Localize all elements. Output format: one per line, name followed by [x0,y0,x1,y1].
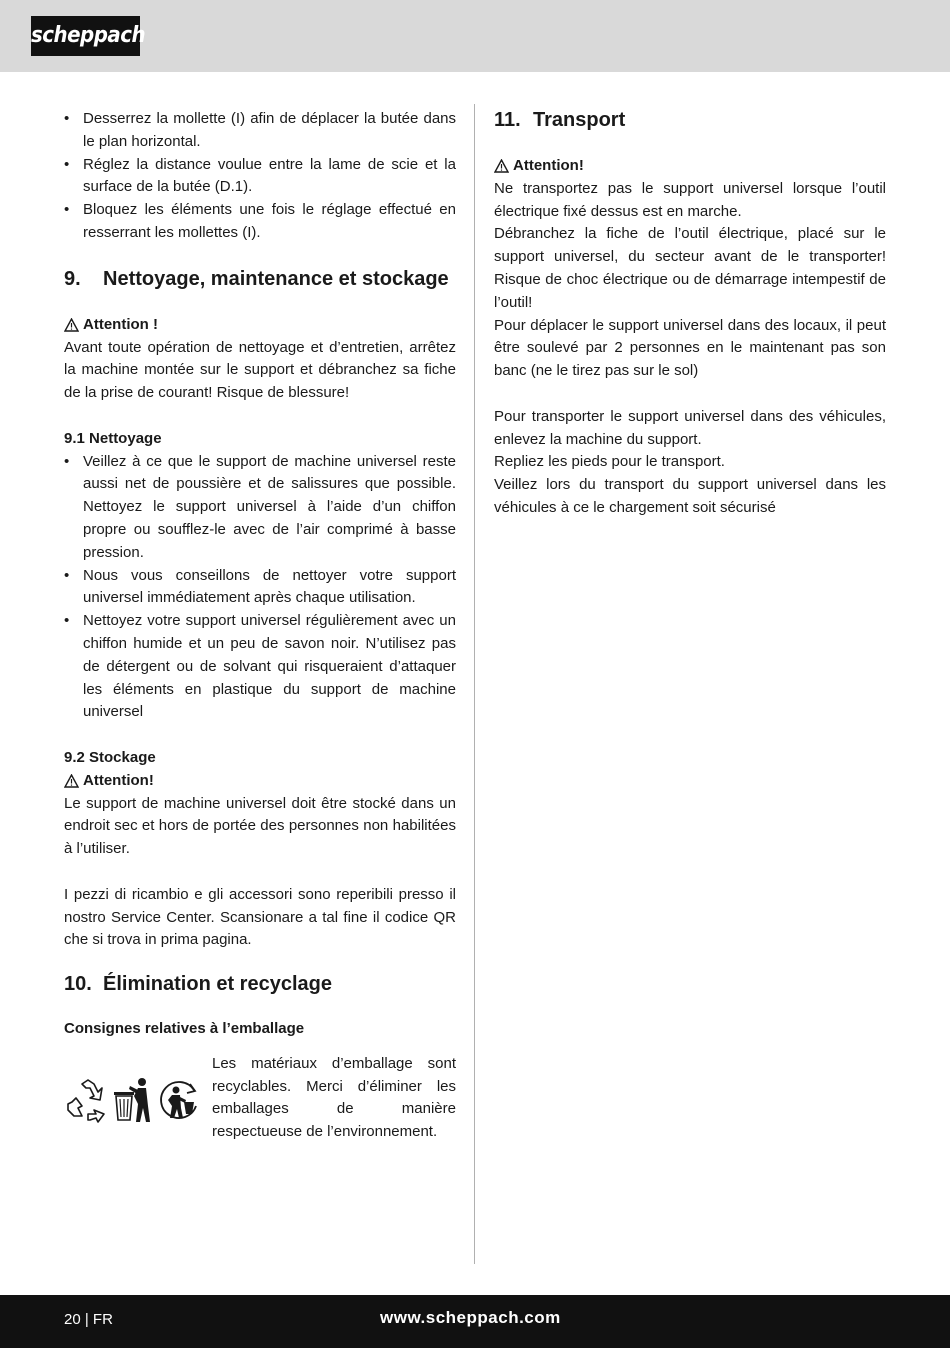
section-title: Transport [533,109,626,131]
section-10-heading [64,972,456,996]
list-item: • Réglez la distance voulue entre la lame de scie et la surface de la butée (D.1). [64,154,456,200]
warning-triangle-icon [64,774,79,788]
list-item: • Nettoyez votre support universel régulièrement avec un chiffon humide et un peu de savon noir. N’utilisez pas de détergent ou de solvant qui risqueraient d’attaquer les éléments en plastique du support de machine universel [64,610,456,724]
transport-paragraph: Veillez lors du transport du support universel dans les véhicules à ce le chargement soit sécurisé [494,476,886,516]
section-number: 10. [64,973,92,996]
website-link[interactable]: www.scheppach.com [380,1308,561,1327]
section-number: 11. [494,109,521,131]
attention-label: Attention ! [64,314,456,337]
transport-paragraph: Pour transporter le support universel dans des véhicules, enlevez la machine du support. [494,407,886,448]
attention-label: Attention! [494,155,886,178]
left-column [64,108,456,1144]
section-9-heading [64,267,456,291]
section-title: Nettoyage, maintenance et stockage [103,267,449,290]
page-footer [0,1295,950,1348]
page-header [0,0,950,72]
intro-bullet-list [64,108,456,245]
packaging-title: Consignes relatives à l’emballage [64,1020,305,1038]
attention-label: Attention! [64,770,456,793]
recycle-icon [64,1076,112,1124]
warning-triangle-icon [64,318,79,332]
page-number: 20 | FR [64,1311,113,1328]
subsection-9-2-title: 9.2 Stockage [64,748,156,766]
list-item: • Veillez à ce que le support de machine universel reste aussi net de poussière et de salissures que possible. Nettoyez le support universel à l’aide d’un chiffon propre ou soufflez-le avec de l’air comprimé à basse pression. [64,451,456,565]
list-item: • Nous vous conseillons de nettoyer votre support universel immédiatement après chaque utilisation. [64,565,456,611]
subsection-9-1-title: 9.1 Nettoyage [64,429,162,447]
warning-text: Avant toute opération de nettoyage et d’entretien, arrêtez la machine montée sur le support et débranchez sa fiche de la prise de courant! Risque de blessure! [64,338,456,402]
storage-text: Le support de machine universel doit être stocké dans un endroit sec et hors de portée des personnes non habilitées à l’utiliser. [64,794,456,858]
tidy-disposal-icon [154,1076,202,1124]
section-title: Élimination et recyclage [103,973,332,996]
list-item: • Desserrez la mollette (I) afin de déplacer la butée dans le plan horizontal. [64,108,456,154]
transport-paragraph: Ne transportez pas le support universel lorsque l’outil électrique fixé dessus est en marche. [494,179,886,220]
column-divider [474,104,475,1264]
section-11-heading [494,108,886,132]
list-item: • Bloquez les éléments une fois le réglage effectué en resserrant les mollettes (I). [64,199,456,245]
bin-with-person-icon [112,1076,154,1124]
packaging-text: Les matériaux d’emballage sont recyclables. Merci d’éliminer les emballages de manière respectueuse de l’environnement. [212,1054,456,1141]
transport-paragraph: Repliez les pieds pour le transport. [494,453,725,471]
transport-paragraph: Débranchez la fiche de l’outil électrique, placé sur le support universel, du secteur avant de le transporter! Risque de choc électrique ou de démarrage intempestif de l’outil! [494,225,886,311]
right-column [494,108,886,520]
cleaning-bullet-list [64,451,456,725]
scheppach-logo: scheppach [31,16,140,56]
spare-parts-text: I pezzi di ricambio e gli accessori sono reperibili presso il nostro Service Center. Scansionare a tal fine il codice QR che si trova in prima pagina. [64,885,456,949]
section-number: 9. [64,267,81,290]
warning-triangle-icon [494,159,509,173]
transport-paragraph: Pour déplacer le support universel dans des locaux, il peut être soulevé par 2 personnes en le maintenant pas son banc (ne le tirez pas sur le sol) [494,316,886,380]
recycling-icons [64,1053,212,1144]
packaging-block [64,1053,456,1144]
